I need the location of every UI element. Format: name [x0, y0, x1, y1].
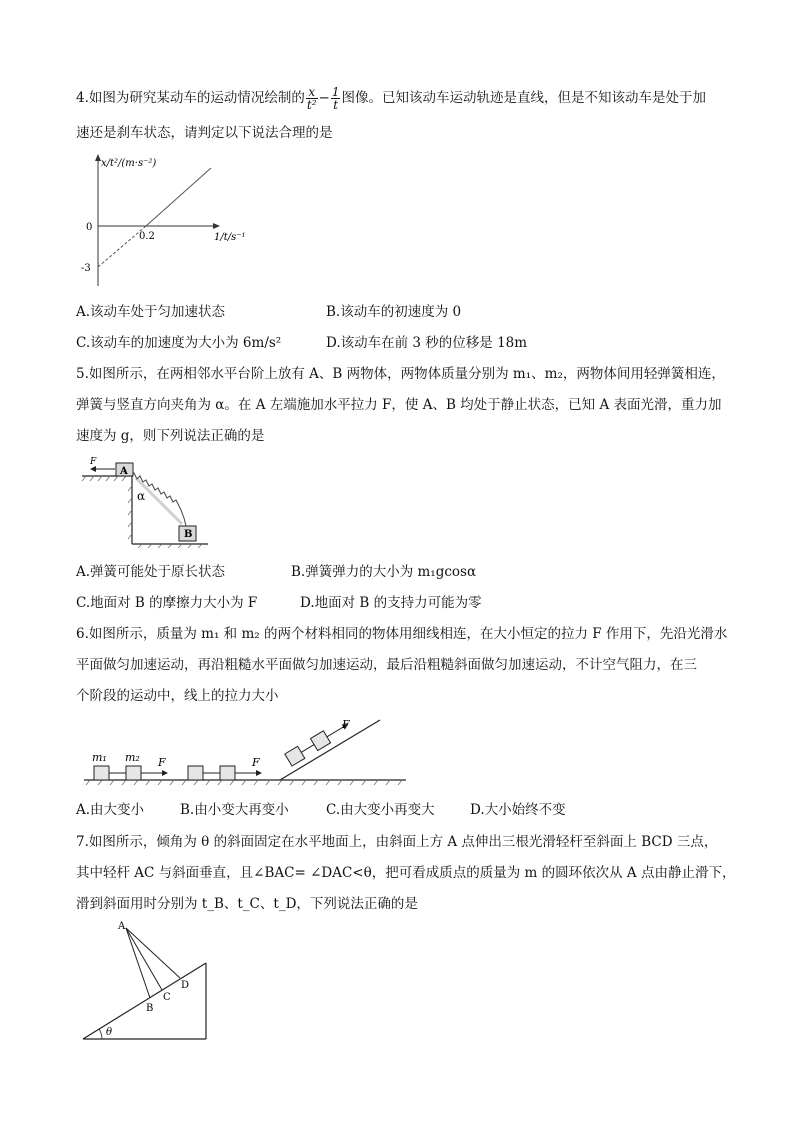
q6-label-f-3: F — [342, 718, 350, 731]
q7-line-3 — [76, 894, 418, 914]
q5-line-3: 速度为 g，则下列说法正确的是 — [76, 428, 265, 444]
q6-ground-hatching — [86, 780, 402, 785]
q6-block-rough-2 — [220, 766, 235, 780]
q4-graph-xlabel: 1/t/s⁻¹ — [214, 232, 246, 243]
q6-force-arrow-icon-2 — [256, 770, 262, 776]
q7-label-a: A — [118, 921, 126, 932]
q5-option-c[interactable]: C.地面对 B 的摩擦力大小为 F — [76, 595, 258, 611]
q4-option-d[interactable]: D.该动车在前 3 秒的位移是 18m — [326, 335, 528, 351]
q4-line-2: 速还是刹车状态，请判定以下说法合理的是 — [76, 125, 333, 141]
q5-label-b: B — [184, 529, 193, 540]
q6-line-1: 6.如图所示，质量为 m₁ 和 m₂ 的两个材料相同的物体用细线相连，在大小恒定的拉力 F 作用下，先沿光滑水 — [76, 626, 728, 642]
q4-graph-yintercept-label: -3 — [81, 263, 91, 274]
q5-figure — [80, 456, 210, 548]
q4-graph — [78, 150, 248, 290]
q6-line-3: 个阶段的运动中，线上的拉力大小 — [76, 688, 279, 704]
q5-label-f: F — [90, 457, 97, 467]
q5-option-d[interactable]: D.地面对 B 的支持力可能为零 — [300, 595, 482, 611]
q6-figure — [80, 714, 410, 789]
q4-line-1-suffix: 图像。已知该动车运动轨迹是直线，但是不知该动车是处于加 — [341, 90, 706, 106]
q4-option-b[interactable]: B.该动车的初速度为 0 — [326, 304, 462, 320]
q4-graph-xtick-label: 0.2 — [139, 231, 155, 242]
q7-line-3-text: 滑到斜面用时分别为 t_B、t_C、t_D，下列说法正确的是 — [76, 896, 418, 912]
q4-line-1-prefix: 4.如图为研究某动车的运动情况绘制的 — [76, 90, 305, 106]
q6-block-m2 — [126, 766, 141, 780]
q7-line-1: 7.如图所示，倾角为 θ 的斜面固定在水平地面上，由斜面上方 A 点伸出三根光滑轻杆至斜面上 BCD 三点， — [76, 834, 718, 850]
q6-line-2: 平面做匀加速运动，再沿粗糙水平面做匀加速运动，最后沿粗糙斜面做匀加速运动，不计空气阻力，在三 — [76, 657, 697, 673]
q4-line-1 — [76, 86, 706, 111]
q5-line-1: 5.如图所示，在两相邻水平台阶上放有 A、B 两物体，两物体质量分别为 m₁、m₂，两物体间用轻弹簧相连， — [76, 366, 725, 382]
q4-option-c[interactable]: C.该动车的加速度为大小为 6m/s² — [76, 335, 282, 351]
q4-minus-sign: − — [318, 90, 330, 106]
q5-option-a[interactable]: A.弹簧可能处于原长状态 — [76, 564, 226, 580]
q5-label-a: A — [120, 466, 128, 477]
q4-graph-x-arrow-icon — [213, 223, 220, 229]
q6-block-m1 — [94, 766, 109, 780]
q4-graph-ylabel: x/t²/(m·s⁻²) — [101, 158, 157, 169]
q6-label-f-1: F — [158, 756, 166, 769]
q7-label-theta: θ — [106, 1027, 113, 1038]
q6-label-m1: m₁ — [92, 751, 107, 764]
q6-option-b[interactable]: B.由小变大再变小 — [180, 802, 289, 818]
q4-fraction-x-over-t2: $\frac{x}{\text{t²}}$ — [306, 85, 317, 112]
q7-label-c: C — [163, 992, 171, 1003]
q4-fraction-1-over-t: $\frac{1}{t}$ — [331, 85, 340, 112]
q6-option-a[interactable]: A.由大变小 — [76, 802, 145, 818]
q5-option-b[interactable]: B.弹簧弹力的大小为 m₁gcosα — [291, 564, 477, 580]
q4-graph-origin-label: 0 — [86, 222, 93, 233]
q6-force-arrow-icon-1 — [162, 770, 168, 776]
q6-option-c[interactable]: C.由大变小再变大 — [326, 802, 435, 818]
q4-option-a[interactable]: A.该动车处于匀加速状态 — [76, 304, 226, 320]
q6-block-rough-1 — [188, 766, 203, 780]
q7-incline — [83, 963, 206, 1039]
q7-label-d: D — [181, 980, 190, 991]
q5-line-2: 弹簧与竖直方向夹角为 α。在 A 左端施加水平拉力 F，使 A、B 均处于静止状态，已知 A 表面光滑，重力加 — [76, 397, 722, 413]
q7-theta-arc — [99, 1029, 102, 1039]
q5-label-alpha: α — [137, 489, 146, 503]
q6-label-f-2: F — [252, 756, 260, 769]
q6-option-d[interactable]: D.大小始终不变 — [470, 802, 566, 818]
q7-line-2: 其中轻杆 AC 与斜面垂直，且∠BAC= ∠DAC<θ，把可看成质点的质量为 m 的圆环依次从 A 点由静止滑下， — [76, 865, 736, 881]
q6-label-m2: m₂ — [125, 751, 140, 764]
q7-label-b: B — [146, 1003, 154, 1014]
q4-graph-solid-line — [146, 168, 211, 226]
q7-figure — [80, 918, 215, 1043]
